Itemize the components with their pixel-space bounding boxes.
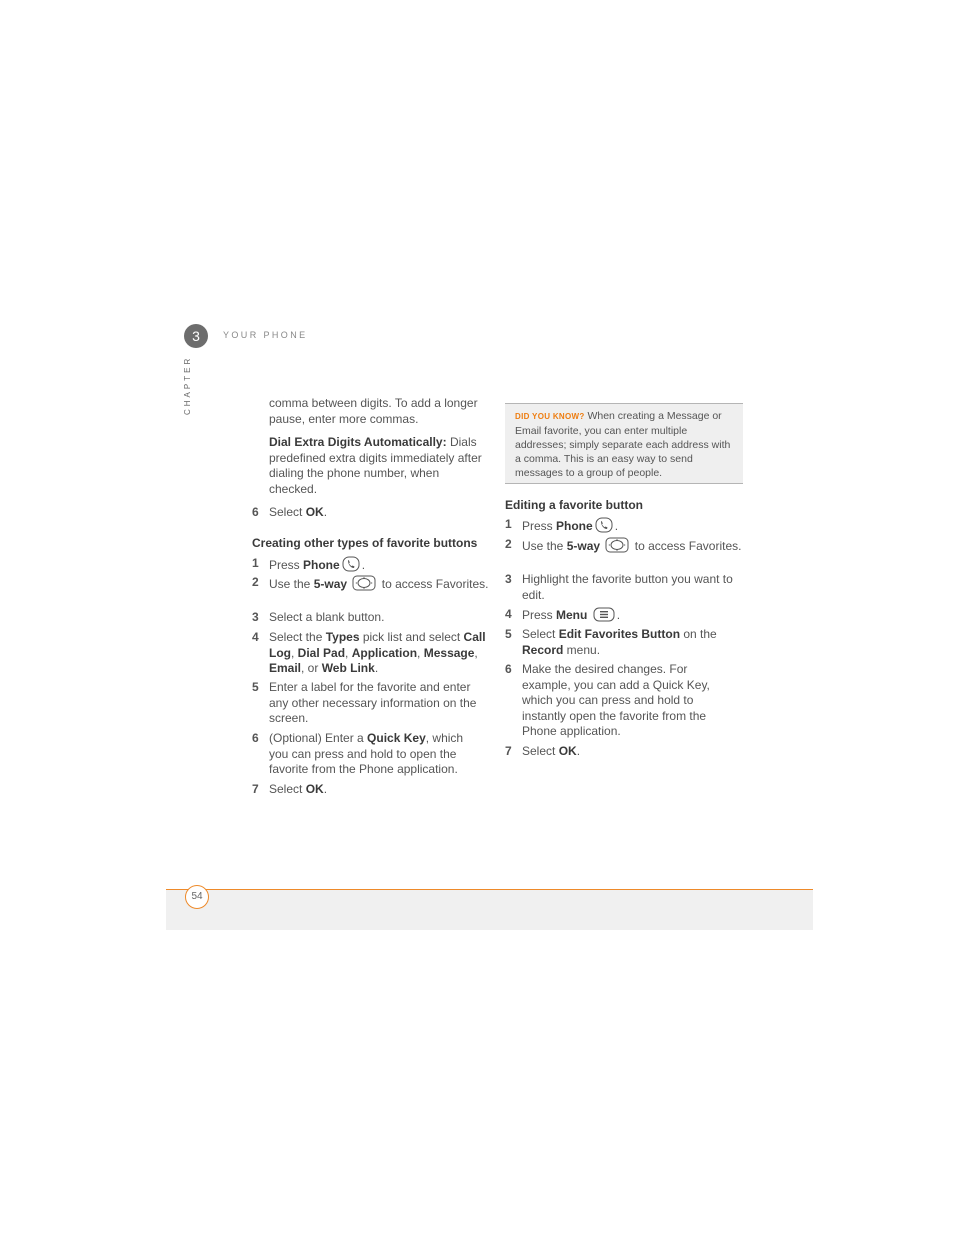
right-step-5 xyxy=(505,627,744,658)
step-text-end: . xyxy=(323,505,328,519)
step-text: Select xyxy=(269,782,306,796)
ok-keyword: OK xyxy=(305,782,324,796)
left-step-3 xyxy=(252,610,491,626)
step-text: pick list and select xyxy=(359,630,464,644)
step-number: 2 xyxy=(252,575,259,589)
left-step-2 xyxy=(252,575,491,596)
step-text: Select a blank button. xyxy=(269,610,385,624)
dial-extra-digits-paragraph xyxy=(269,435,484,497)
quick-key-keyword: Quick Key xyxy=(367,731,426,745)
chapter-title: YOUR PHONE xyxy=(223,330,308,340)
ok-keyword: OK xyxy=(558,744,577,758)
step-text-end: menu. xyxy=(563,642,601,657)
web-link-keyword: Web Link xyxy=(321,661,375,676)
left-step-6 xyxy=(252,731,484,778)
phone-button-icon xyxy=(595,517,613,538)
types-keyword: Types xyxy=(325,630,360,644)
left-step-4 xyxy=(252,630,491,677)
step-number: 5 xyxy=(252,680,259,694)
step-text: Make the desired changes. For example, you can add a Quick Key, which you can press and hold to instantly open the favorite from the Phone application. xyxy=(522,662,710,739)
did-you-know-tip-box xyxy=(505,403,743,484)
step-number: 2 xyxy=(505,537,512,551)
step-text: Enter a label for the favorite and enter any other necessary information on the screen. xyxy=(269,680,477,726)
step-number: 1 xyxy=(505,517,512,531)
step-text-end: to access Favorites. xyxy=(378,577,489,591)
step-number: 1 xyxy=(252,556,259,570)
step-text-end: . xyxy=(361,558,366,572)
step-number: 6 xyxy=(505,662,512,676)
email-keyword: Email xyxy=(269,661,302,676)
step-text: , xyxy=(345,645,352,660)
five-way-keyword: 5-way xyxy=(313,577,348,591)
dial-extra-digits-label: Dial Extra Digits Automatically: xyxy=(269,435,447,449)
right-step-4 xyxy=(505,607,744,627)
tip-text: When creating a Message or Email favorite, you can enter multiple addresses; simply separate each address with a comma. This is an easy way to send messages to a group of people. xyxy=(515,410,731,479)
page-number: 54 xyxy=(185,885,209,909)
right-step-6 xyxy=(505,662,722,740)
phone-button-icon xyxy=(342,556,360,577)
step-number: 7 xyxy=(252,782,259,796)
step-text-end: . xyxy=(374,661,379,676)
step-number: 3 xyxy=(505,572,512,586)
phone-keyword: Phone xyxy=(556,519,593,533)
step-text: , or xyxy=(301,661,322,676)
editing-favorite-heading: Editing a favorite button xyxy=(505,498,643,512)
step-text: (Optional) Enter a xyxy=(269,731,368,745)
step-select-ok-1 xyxy=(252,505,491,521)
left-step-5 xyxy=(252,680,484,727)
step-text-end: to access Favorites. xyxy=(631,539,742,553)
right-step-3 xyxy=(505,572,744,603)
five-way-navigator-icon xyxy=(352,575,376,596)
left-step-7 xyxy=(252,782,491,798)
step-text-end: . xyxy=(576,744,581,758)
right-step-1 xyxy=(505,517,744,538)
creating-favorites-heading: Creating other types of favorite buttons xyxy=(252,536,478,550)
step-number: 7 xyxy=(505,744,512,758)
step-text: Press xyxy=(522,519,557,533)
step-text-end: . xyxy=(614,519,619,533)
continued-paragraph: comma between digits. To add a longer pause, enter more commas. xyxy=(269,396,478,426)
call-log-keyword: Call Log xyxy=(269,630,486,660)
left-step-1 xyxy=(252,556,491,577)
step-number: 6 xyxy=(252,505,259,519)
step-text: Select xyxy=(269,505,306,519)
dial-pad-keyword: Dial Pad xyxy=(297,645,346,660)
right-step-2 xyxy=(505,537,744,558)
step-number: 4 xyxy=(505,607,512,621)
step-text: Press xyxy=(269,558,304,572)
five-way-keyword: 5-way xyxy=(566,539,601,553)
step-number: 3 xyxy=(252,610,259,624)
right-step-7 xyxy=(505,744,744,760)
step-text: Use the xyxy=(522,539,567,553)
ok-keyword: OK xyxy=(305,505,324,519)
application-keyword: Application xyxy=(351,645,418,660)
record-keyword: Record xyxy=(522,642,564,657)
step-text: Use the xyxy=(269,577,314,591)
edit-favorites-button-keyword: Edit Favorites Button xyxy=(558,627,681,641)
menu-button-icon xyxy=(593,607,615,627)
step-number: 5 xyxy=(505,627,512,641)
step-text: , xyxy=(417,645,424,660)
step-number: 6 xyxy=(252,731,259,745)
step-text: Press xyxy=(522,608,557,622)
step-text: Select xyxy=(522,627,559,641)
phone-keyword: Phone xyxy=(303,558,340,572)
step-text: Select the xyxy=(269,630,326,644)
message-keyword: Message xyxy=(423,645,475,660)
step-text: , xyxy=(474,645,478,660)
step-text-end: , which you can press and hold to open the favorite from the Phone application. xyxy=(269,731,464,777)
five-way-navigator-icon xyxy=(605,537,629,558)
step-text: on the xyxy=(680,627,717,641)
menu-keyword: Menu xyxy=(556,608,588,622)
step-text: Highlight the favorite button you want to edit. xyxy=(522,572,733,602)
tip-label: DID YOU KNOW? xyxy=(515,412,585,421)
step-number: 4 xyxy=(252,630,259,644)
step-text: , xyxy=(291,645,298,660)
chapter-vertical-label: CHAPTER xyxy=(183,355,192,415)
footer-band xyxy=(166,889,813,930)
chapter-number-badge: 3 xyxy=(184,324,208,348)
step-text-end: . xyxy=(616,608,621,622)
dial-extra-digits-text: Dials predefined extra digits immediately after dialing the phone number, when checked. xyxy=(269,435,482,496)
step-text: Select xyxy=(522,744,559,758)
step-text-end: . xyxy=(323,782,328,796)
tip-text-block xyxy=(515,409,737,480)
